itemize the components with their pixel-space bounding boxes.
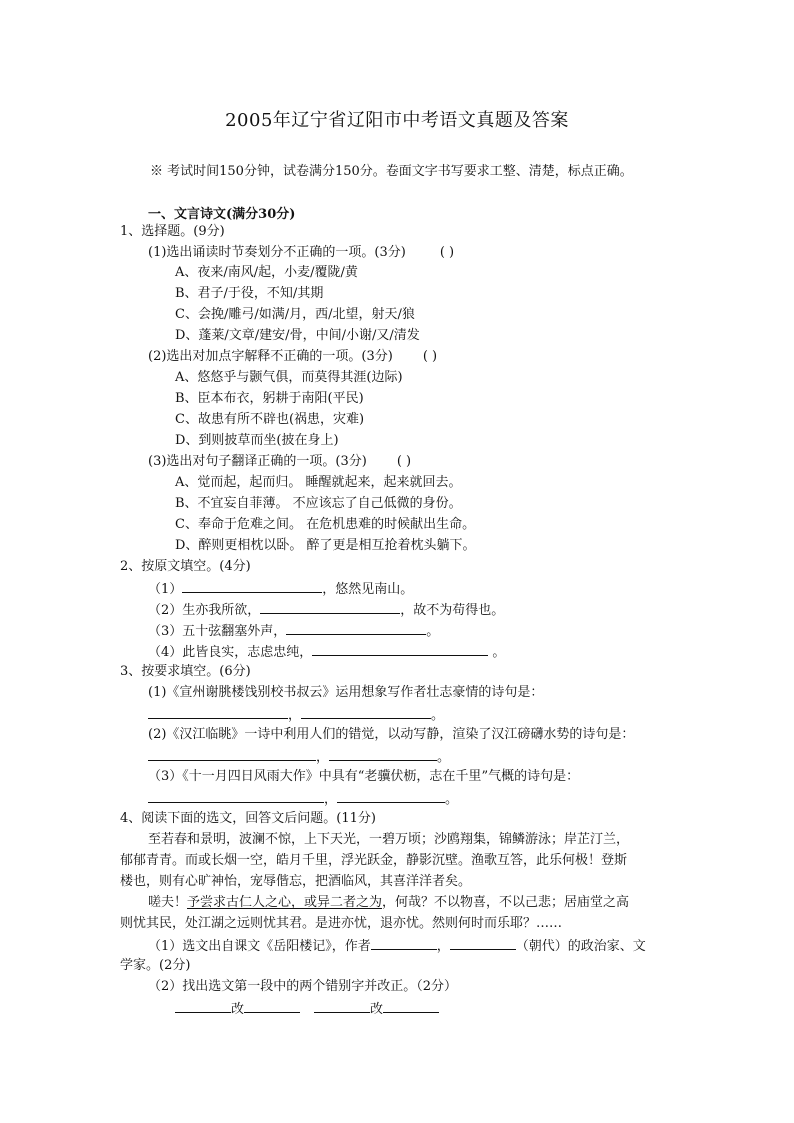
wrong-char-blank[interactable] bbox=[314, 999, 370, 1013]
option-b: B、君子/于役，不知/其期 bbox=[175, 286, 324, 301]
correct-char-blank[interactable] bbox=[244, 999, 300, 1013]
item-suffix: 。 bbox=[426, 624, 440, 639]
correct-char-blank[interactable] bbox=[383, 999, 439, 1013]
item-prefix: （4）此皆良实，志虑忠纯， bbox=[148, 645, 313, 660]
option-c: C、会挽/雕弓/如满/月，西/北望，射天/狼 bbox=[175, 307, 415, 322]
question-2-heading: 2、按原文填空。(4分) bbox=[120, 559, 251, 574]
item-text: （1）选文出自课文《岳阳楼记》，作者 bbox=[148, 939, 371, 954]
item-prefix: （2）生亦我所欲， bbox=[148, 603, 261, 618]
item-text: （3）《十一月四日风雨大作》中具有“ bbox=[148, 769, 365, 784]
item-suffix: 。 bbox=[488, 645, 506, 660]
comma: ， bbox=[316, 750, 330, 765]
q4-sub2-blanks bbox=[175, 999, 439, 1019]
q4-sub1 bbox=[148, 936, 646, 956]
q1-sub2-stem bbox=[148, 348, 437, 366]
option-d: D、到则披草而坐(披在身上) bbox=[175, 433, 339, 448]
quoted-phrase: 老骥伏枥，志在千里 bbox=[364, 769, 482, 784]
q4-sub2: （2）找出选文第一段中的两个错别字并改正。（2分） bbox=[148, 979, 458, 994]
question-3-heading: 3、按要求填空。(6分) bbox=[120, 664, 251, 679]
answer-blank[interactable] bbox=[148, 705, 288, 719]
q3-item-3 bbox=[148, 768, 579, 786]
section-heading: 一、文言诗文(满分30分) bbox=[148, 207, 296, 222]
stem-text: (2)选出对加点字解释不正确的一项。(3分) bbox=[148, 349, 393, 364]
item-suffix: ，悠然见南山。 bbox=[322, 582, 414, 597]
q1-sub1-stem bbox=[148, 244, 454, 262]
answer-blank[interactable] bbox=[301, 705, 431, 719]
answer-paren[interactable]: ( ) bbox=[439, 245, 455, 260]
answer-blank[interactable] bbox=[148, 747, 316, 761]
option-c: C、奉命于危难之间。 在危机患难的时候献出生命。 bbox=[175, 517, 476, 532]
question-1-heading: 1、选择题。(9分) bbox=[120, 224, 225, 239]
period: 。 bbox=[437, 750, 451, 765]
q3-item-1: (1)《宣州谢朓楼饯别校书叔云》运用想象写作者壮志豪情的诗句是： bbox=[148, 685, 544, 700]
answer-blank[interactable] bbox=[286, 621, 426, 635]
author-blank[interactable] bbox=[371, 936, 437, 950]
exam-note: ※ 考试时间150分钟，试卷满分150分。卷面文字书写要求工整、清楚，标点正确。 bbox=[150, 164, 633, 179]
passage-line: 郁郁青青。而或长烟一空，皓月千里，浮光跃金，静影沉壁。渔歌互答，此乐何极！登斯 bbox=[120, 853, 628, 868]
answer-blank[interactable] bbox=[260, 600, 400, 614]
fill-item-1 bbox=[148, 579, 413, 599]
fill-item-4 bbox=[148, 642, 505, 662]
option-a: A、夜来/南风/起，小麦/覆陇/黄 bbox=[175, 265, 358, 280]
period: 。 bbox=[445, 792, 459, 807]
answer-blank[interactable] bbox=[312, 642, 488, 656]
option-c: C、故患有所不辟也(祸患，灾难) bbox=[175, 412, 365, 427]
answer-blank[interactable] bbox=[148, 789, 324, 803]
passage-line: 楼也，则有心旷神怡，宠辱偕忘，把酒临风，其喜洋洋者矣。 bbox=[120, 874, 472, 889]
passage-text: 嗟夫！ bbox=[148, 895, 188, 910]
q4-sub1-cont: 学家。(2分) bbox=[120, 958, 191, 973]
q3-item-2-blanks bbox=[148, 747, 450, 767]
answer-paren[interactable]: ( ) bbox=[422, 349, 438, 364]
fill-item-2 bbox=[148, 600, 504, 620]
underlined-sentence: 予尝求古仁人之心，或异二者之为 bbox=[187, 895, 383, 910]
item-prefix: （1） bbox=[148, 582, 183, 597]
option-b: B、臣本布衣，躬耕于南阳(平民) bbox=[175, 391, 364, 406]
passage-line: 则忧其民，处江湖之远则忧其君。是进亦忧，退亦忧。然则何时而乐耶？…… bbox=[120, 916, 563, 931]
answer-blank[interactable] bbox=[337, 789, 445, 803]
q3-item-1-blanks bbox=[148, 705, 444, 725]
option-d: D、蓬莱/文章/建安/骨，中间/小谢/又/清发 bbox=[175, 328, 420, 343]
comma: ， bbox=[324, 792, 338, 807]
fill-item-3 bbox=[148, 621, 439, 641]
item-text: ”气概的诗句是： bbox=[481, 769, 580, 784]
comma: ， bbox=[436, 939, 450, 954]
answer-blank[interactable] bbox=[329, 747, 437, 761]
comma: ， bbox=[288, 708, 302, 723]
q1-sub3-stem bbox=[148, 453, 411, 471]
answer-blank[interactable] bbox=[182, 579, 322, 593]
item-suffix: ，故不为苟得也。 bbox=[400, 603, 505, 618]
option-b: B、不宜妄自菲薄。 不应该忘了自己低微的身份。 bbox=[175, 496, 462, 511]
passage-line bbox=[148, 894, 629, 912]
stem-text: (3)选出对句子翻译正确的一项。(3分) bbox=[148, 454, 367, 469]
option-a: A、悠悠乎与颢气俱，而莫得其涯(边际) bbox=[175, 370, 403, 385]
question-4-heading: 4、阅读下面的选文，回答文后问题。(11分) bbox=[120, 811, 376, 826]
option-d: D、醉则更相枕以卧。 醉了更是相互抢着枕头躺下。 bbox=[175, 538, 476, 553]
stem-text: (1)选出诵读时节奏划分不正确的一项。(3分) bbox=[148, 245, 406, 260]
wrong-char-blank[interactable] bbox=[175, 999, 231, 1013]
page-title: 2005年辽宁省辽阳市中考语文真题及答案 bbox=[225, 110, 569, 131]
passage-line: 至若春和景明，波澜不惊，上下天光，一碧万顷；沙鸥翔集，锦鳞游泳；岸芷汀兰， bbox=[148, 832, 630, 847]
item-prefix: （3）五十弦翻塞外声， bbox=[148, 624, 287, 639]
passage-text: ，何哉？不以物喜，不以己悲；居庙堂之高 bbox=[382, 895, 630, 910]
correction-label: 改 bbox=[231, 1002, 245, 1017]
option-a: A、觉而起，起而归。 睡醒就起来，起来就回去。 bbox=[175, 475, 462, 490]
q3-item-3-blanks bbox=[148, 789, 458, 809]
dynasty-blank[interactable] bbox=[450, 936, 516, 950]
q3-item-2: (2)《汉江临眺》一诗中利用人们的错觉，以动写静，渲染了汉江磅礴水势的诗句是： bbox=[148, 727, 635, 742]
period: 。 bbox=[431, 708, 445, 723]
answer-paren[interactable]: ( ) bbox=[396, 454, 412, 469]
item-text: （朝代）的政治家、文 bbox=[515, 939, 646, 954]
correction-label: 改 bbox=[370, 1002, 384, 1017]
